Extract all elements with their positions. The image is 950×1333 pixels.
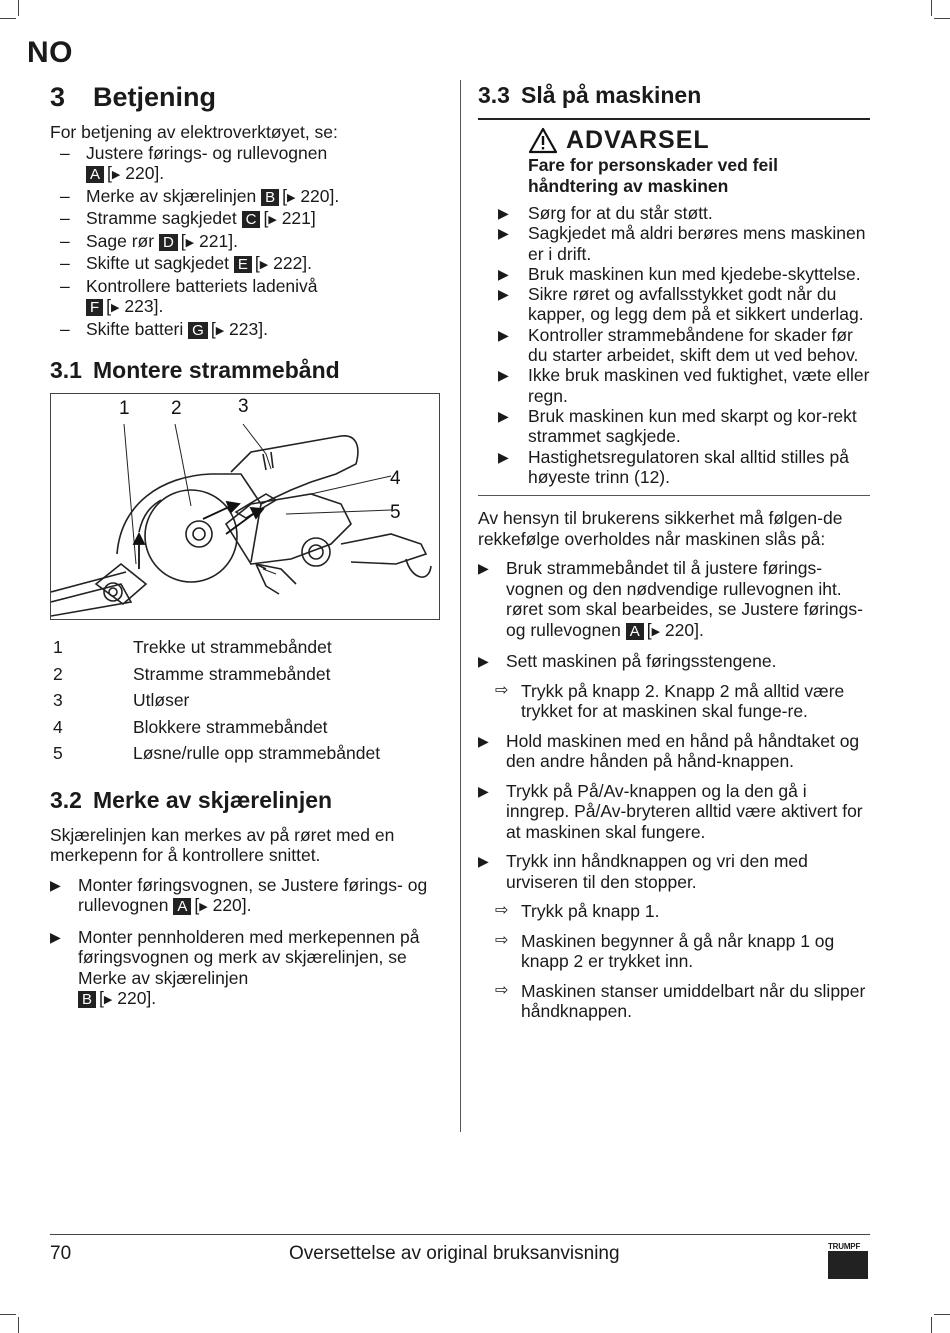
reference-badge: G — [188, 322, 208, 339]
callout-2: 2 — [171, 398, 182, 419]
black-right-triangle-icon: ▶ — [478, 782, 489, 799]
black-right-triangle-icon: ▶ — [478, 653, 489, 670]
result-item: ⇨ Trykk på knapp 2. Knapp 2 må alltid være trykket for at maskinen skal funge-re. — [495, 680, 845, 722]
legend-row: 3 Utløser — [53, 690, 190, 710]
trumpf-logo — [828, 1242, 868, 1280]
callout-5: 5 — [390, 502, 401, 523]
black-right-triangle-icon: ▶ — [478, 560, 489, 577]
reference-badge: A — [173, 898, 191, 915]
list-item: ▶ Trykk inn håndknappen og vri den med urviseren til den stopper. — [478, 851, 808, 892]
black-right-triangle-icon: ▶ — [498, 205, 509, 221]
page-ref-link[interactable]: 221] — [281, 208, 316, 228]
page-ref-icon[interactable]: ▶ — [199, 901, 208, 913]
outline-right-arrow-icon: ⇨ — [495, 931, 509, 949]
warning-box — [478, 118, 870, 496]
list-item: – Skifte ut sagkjedet E [▶ 222]. — [50, 253, 442, 276]
list-item: ▶ Ikke bruk maskinen ved fuktighet, væte eller regn. — [478, 365, 870, 406]
section-title: Slå på maskinen — [521, 82, 702, 108]
section-3-3-heading — [478, 80, 870, 110]
page-ref-icon[interactable]: ▶ — [286, 191, 296, 204]
startup-steps — [478, 558, 870, 1022]
list-item: ▶ Sikre røret og avfallsstykket godt når du kapper, og legg dem på et sikkert underlag. — [478, 284, 870, 325]
crop-mark — [18, 1317, 19, 1333]
black-right-triangle-icon: ▶ — [498, 286, 509, 303]
logo-block — [828, 1251, 868, 1279]
page-ref-link[interactable]: 220]. — [212, 895, 252, 915]
page-ref-link[interactable]: 220]. — [117, 988, 157, 1008]
black-right-triangle-icon: ▶ — [498, 225, 509, 242]
page-ref-icon[interactable]: ▶ — [268, 214, 277, 226]
page-ref-link[interactable]: 223]. — [124, 296, 164, 316]
list-item: ▶ Sørg for at du står støtt. — [478, 203, 870, 223]
section-3-3-intro: Av hensyn til brukerens sikkerhet må følgen-de rekkefølge overholdes når maskinen slås på: — [478, 508, 843, 549]
list-item: ▶ Monter føringsvognen, se Justere førings- og rullevognen A [▶ 220]. — [50, 875, 442, 918]
legend-row: 2 Stramme strammebåndet — [53, 663, 331, 684]
warning-label: ADVARSEL — [566, 126, 710, 154]
page-ref-link[interactable]: 220]. — [125, 163, 165, 183]
footer-title: Oversettelse av original bruksanvisning — [289, 1243, 620, 1264]
outline-right-arrow-icon: ⇨ — [495, 681, 509, 699]
language-code: NO — [27, 36, 73, 69]
list-item: ▶ Hastighetsregulatoren skal alltid stilles på høyeste trinn (12). — [478, 447, 870, 488]
section-3-heading — [50, 80, 442, 114]
black-right-triangle-icon: ▶ — [498, 367, 509, 384]
logo-text: TRUMPF — [828, 1242, 861, 1251]
black-right-triangle-icon: ▶ — [498, 265, 509, 282]
warning-list — [478, 203, 870, 487]
list-item: – Merke av skjærelinjen B [▶ 220]. — [50, 186, 442, 209]
crop-mark — [0, 18, 16, 19]
callout-3: 3 — [238, 396, 249, 417]
list-item: ▶ Monter pennholderen med merkepennen på føringsvognen og merk av skjærelinjen, se Merke av skjærelinjen B [▶ 220]. — [50, 927, 442, 1011]
section-3-2-heading — [50, 785, 442, 815]
page-ref-icon[interactable]: ▶ — [185, 236, 195, 249]
reference-badge: D — [159, 234, 178, 251]
section-number: 3 — [50, 82, 66, 112]
warning-subtitle: Fare for personskader ved feil håndtering av maskinen — [528, 155, 778, 196]
page-ref-link[interactable]: 223]. — [229, 318, 268, 339]
legend-row: 4 Blokkere strammebåndet — [53, 716, 328, 737]
reference-badge: B — [78, 991, 96, 1008]
section-3-2-intro: Skjærelinjen kan merkes av på røret med en merkepenn for å kontrollere snittet. — [50, 824, 395, 865]
list-item: – Skifte batteri G [▶ 223]. — [50, 319, 442, 342]
section-title: Montere strammebånd — [93, 357, 340, 383]
list-item: – Stramme sagkjedet C [▶ 221] — [50, 208, 442, 231]
page-number: 70 — [50, 1243, 72, 1264]
reference-badge: B — [261, 189, 279, 206]
warning-triangle-icon — [528, 127, 558, 154]
legend-row: 5 Løsne/rulle opp strammebåndet — [53, 743, 381, 763]
list-item: ▶ Bruk maskinen kun med skarpt og kor-rekt strammet sagkjede. — [478, 406, 870, 447]
page-ref-icon[interactable]: ▶ — [215, 324, 225, 337]
list-item: – Kontrollere batteriets ladenivå F [▶ 223]. — [50, 276, 442, 319]
left-column — [50, 80, 442, 1020]
reference-badge: C — [242, 211, 261, 228]
right-column — [478, 80, 870, 1031]
crop-mark — [18, 0, 19, 16]
black-right-triangle-icon: ▶ — [498, 407, 509, 424]
section-number: 3.1 — [50, 357, 82, 383]
reference-badge: F — [86, 299, 103, 316]
list-item: ▶ Bruk maskinen kun med kjedebe-skyttelse. — [478, 264, 870, 284]
strap-mechanism-illustration — [51, 394, 439, 619]
figure-legend — [50, 634, 442, 767]
black-right-triangle-icon: ▶ — [498, 448, 509, 465]
page-ref-icon[interactable]: ▶ — [103, 994, 113, 1006]
result-item: ⇨ Maskinen stanser umiddelbart når du slipper håndknappen. — [495, 980, 866, 1022]
crop-mark — [931, 1317, 932, 1333]
outline-right-arrow-icon: ⇨ — [495, 902, 509, 920]
black-right-triangle-icon: ▶ — [478, 853, 489, 870]
callout-4: 4 — [390, 468, 401, 489]
reference-badge: A — [86, 166, 104, 183]
section-title: Betjening — [93, 82, 217, 112]
page-ref-icon[interactable]: ▶ — [111, 302, 120, 314]
strap-mechanism-figure — [50, 393, 440, 620]
list-item: ▶ Bruk strammebåndet til å justere førings-vognen og den nødvendige rullevognen iht. røret som skal bearbeides, se Justere førings- og rullevognen A [▶ 220]. — [478, 558, 870, 642]
reference-badge: E — [234, 256, 252, 273]
marking-steps — [50, 875, 442, 1011]
crop-mark — [0, 1314, 16, 1315]
list-item: – Justere førings- og rullevognen A [▶ 220]. — [50, 143, 442, 186]
black-right-triangle-icon: ▶ — [498, 326, 509, 343]
list-item: ▶ Sagkjedet må aldri berøres mens maskinen er i drift. — [478, 223, 870, 264]
reference-badge: A — [626, 623, 644, 640]
page-ref-icon[interactable]: ▶ — [259, 259, 269, 271]
page-ref-link[interactable]: 221]. — [199, 230, 238, 251]
page-ref-icon[interactable]: ▶ — [651, 625, 661, 638]
section-number: 3.3 — [478, 82, 510, 108]
callout-1: 1 — [119, 398, 130, 419]
result-item: ⇨ Maskinen begynner å gå når knapp 1 og knapp 2 er trykket inn. — [495, 930, 835, 972]
page-ref-icon[interactable]: ▶ — [111, 169, 121, 181]
black-right-triangle-icon: ▶ — [50, 876, 61, 893]
black-right-triangle-icon: ▶ — [50, 928, 61, 945]
warning-header — [528, 126, 870, 155]
page-ref-link[interactable]: 220]. — [300, 185, 340, 206]
crop-mark — [934, 18, 950, 19]
list-item: ▶ Hold maskinen med en hånd på håndtaket og den andre hånden på hånd-knappen. — [478, 730, 860, 772]
crop-mark — [931, 0, 932, 16]
page-ref-link[interactable]: 220]. — [664, 619, 704, 640]
section-3-intro: For betjening av elektroverktøyet, se: — [50, 122, 338, 142]
footer-divider — [50, 1234, 870, 1235]
crop-mark — [934, 1314, 950, 1315]
column-divider — [460, 80, 461, 1132]
list-item: ▶ Trykk på På/Av-knappen og la den gå i inngrep. På/Av-bryteren alltid være aktivert for at maskinen skal fungere. — [478, 780, 863, 842]
operation-list — [50, 143, 442, 342]
list-item: – Sage rør D [▶ 221]. — [50, 231, 442, 254]
section-title: Merke av skjærelinjen — [93, 786, 333, 813]
section-3-1-heading — [50, 355, 442, 385]
result-item: ⇨ Trykk på knapp 1. — [495, 901, 660, 922]
divider — [478, 495, 870, 496]
page-ref-link[interactable]: 222]. — [273, 253, 313, 273]
section-number: 3.2 — [50, 786, 82, 813]
legend-row: 1 Trekke ut strammebåndet — [53, 637, 332, 657]
outline-right-arrow-icon: ⇨ — [495, 981, 509, 999]
list-item: ▶ Kontroller strammebåndene for skader før du starter arbeidet, skift dem ut ved behov. — [478, 325, 870, 366]
black-right-triangle-icon: ▶ — [478, 732, 489, 749]
list-item: ▶ Sett maskinen på føringsstengene. — [478, 651, 777, 672]
